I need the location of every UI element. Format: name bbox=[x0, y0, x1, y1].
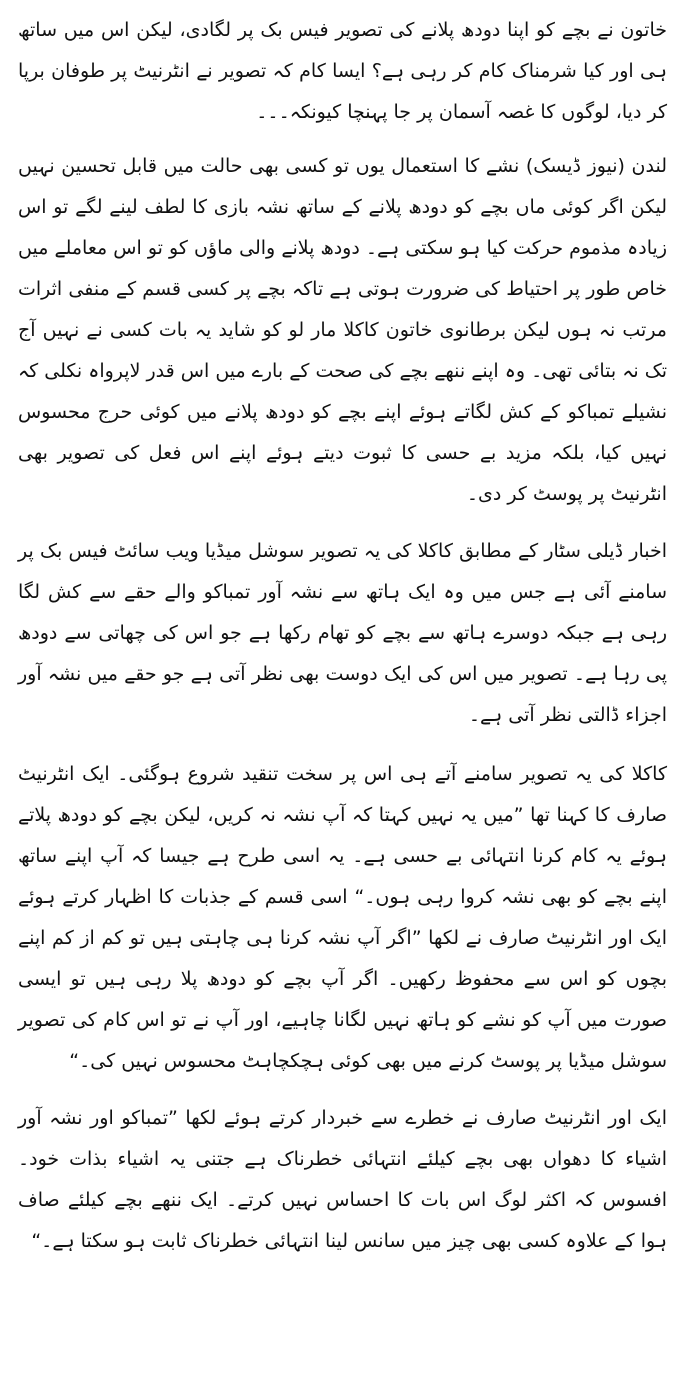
article-paragraph-body-2: اخبار ڈیلی سٹار کے مطابق کاکلا کی یہ تصویر سوشل میڈیا ویب سائٹ فیس بک پر سامنے آئی ہے جس میں وہ ایک ہاتھ سے نشہ آور تمباکو والے حقے سے کش لگا رہی ہے جبکہ دوسرے ہاتھ سے بچے کو تھام رکھا ہے جو اس کی چھاتی سے دودھ پی رہا ہے۔ تصویر میں اس کی ایک دوست بھی نظر آتی ہے جو حقے میں نشہ آور اجزاء ڈالتی نظر آتی ہے۔ bbox=[18, 540, 667, 726]
article-paragraph-body-1: لندن (نیوز ڈیسک) نشے کا استعمال یوں تو کسی بھی حالت میں قابل تحسین نہیں لیکن اگر کوئی ماں بچے کو دودھ پلانے کے ساتھ نشہ بازی کا لطف لینے لگے تو اس زیادہ مذموم حرکت کیا ہو سکتی ہے۔ دودھ پلانے والی ماؤں کو تو اس معاملے میں خاص طور پر احتیاط کی ضرورت ہوتی ہے تاکہ بچے پر کسی قسم کے منفی اثرات مرتب نہ ہوں لیکن برطانوی خاتون کاکلا مار لو کو شاید یہ بات کسی نے نہیں آج تک نہ بتائی تھی۔ وہ اپنے ننھے بچے کی صحت کے بارے میں اس قدر لاپرواہ نکلی کہ نشیلے تمباکو کے کش لگاتے ہوئے اپنے بچے کو دودھ پلانے میں کوئی حرج محسوس نہیں کیا، بلکہ مزید بے حسی کا ثبوت دیتے ہوئے اپنے اس فعل کی تصویر بھی انٹرنیٹ پر پوسٹ کر دی۔ bbox=[18, 155, 667, 505]
article-paragraph-body-3: کاکلا کی یہ تصویر سامنے آتے ہی اس پر سخت تنقید شروع ہوگئی۔ ایک انٹرنیٹ صارف کا کہنا تھا ”میں یہ نہیں کہتا کہ آپ نشہ نہ کریں، لیکن بچے کو دودھ پلاتے ہوئے یہ کام کرنا انتہائی بے حسی ہے۔ یہ اسی طرح ہے جیسا کہ آپ اپنے ساتھ اپنے بچے کو بھی نشہ کروا رہی ہوں۔“ اسی قسم کے جذبات کا اظہار کرتے ہوئے ایک اور انٹرنیٹ صارف نے لکھا ”اگر آپ نشہ کرنا ہی چاہتی ہیں تو کم از کم اپنے بچوں کو اس سے محفوظ رکھیں۔ اگر آپ بچے کو دودھ پلا رہی ہیں تو ایسی صورت میں آپ کو نشے کو ہاتھ نہیں لگانا چاہیے، اور آپ نے تو اس کام کی تصویر سوشل میڈیا پر پوسٹ کرنے میں بھی کوئی ہچکچاہٹ محسوس نہیں کی۔“ bbox=[18, 763, 667, 1072]
article-paragraph-body-4: ایک اور انٹرنیٹ صارف نے خطرے سے خبردار کرتے ہوئے لکھا ”تمباکو اور نشہ آور اشیاء کا دھواں بھی بچے کیلئے انتہائی خطرناک ہے جتنی یہ اشیاء بذات خود۔ افسوس کہ اکثر لوگ اس بات کا احساس نہیں کرتے۔ ایک ننھے بچے کیلئے صاف ہوا کے علاوہ کسی بھی چیز میں سانس لینا انتہائی خطرناک ثابت ہو سکتا ہے۔“ bbox=[18, 1107, 667, 1252]
article-paragraph-intro: خاتون نے بچے کو اپنا دودھ پلانے کی تصویر فیس بک پر لگادی، لیکن اس میں ساتھ ہی اور کیا شرمناک کام کر رہی ہے؟ ایسا کام کہ تصویر نے انٹرنیٹ پر طوفان برپا کر دیا، لوگوں کا غصہ آسمان پر جا پہنچا کیونکہ۔۔۔ bbox=[18, 19, 667, 123]
